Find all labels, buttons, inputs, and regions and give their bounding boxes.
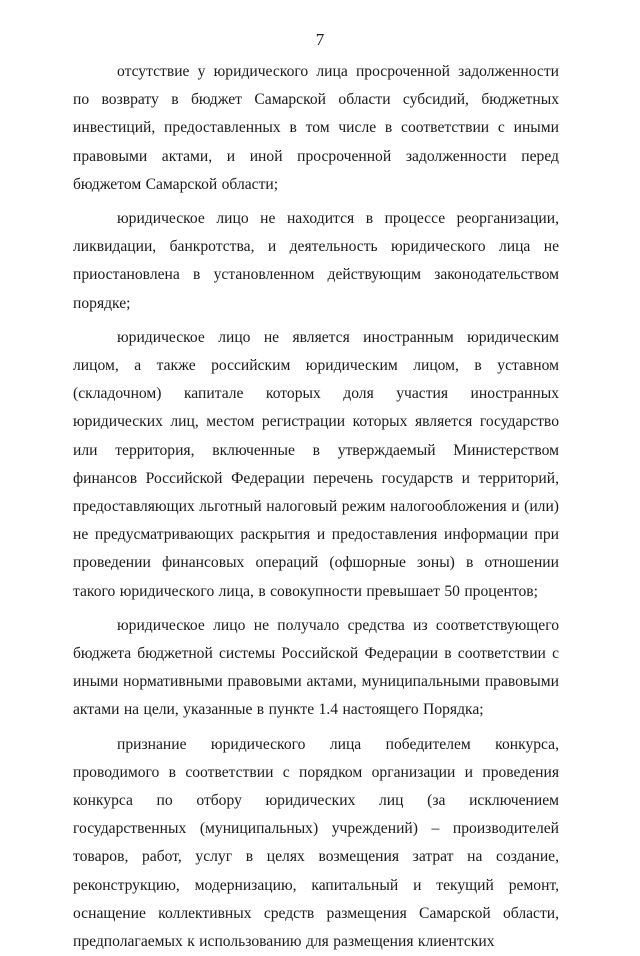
paragraph-overdue-debt: отсутствие у юридического лица просроченной задолженности по возврату в бюджет Самарской области субсидий, бюджетных инвестиций, предоставленных в том числе в соответствии с иными правовыми актами, и иной просроченной задолженности перед бюджетом Самарской области; bbox=[73, 63, 559, 193]
paragraph-competition-winner: признание юридического лица победителем конкурса, проводимого в соответствии с порядком организации и проведения конкурса по отбору юридических лиц (за исключением государственных (муниципальных) учреждений) – производителей товаров, работ, услуг в целях возмещения затрат на создание, реконструкцию, модернизацию, капитальный и текущий ремонт, оснащение коллективных средств размещения Самарской области, предполагаемых к использованию для размещения клиентских bbox=[73, 735, 559, 951]
page-number: 7 bbox=[315, 30, 325, 49]
paragraph-no-other-funds: юридическое лицо не получало средства из соответствующего бюджета бюджетной системы Российской Федерации в соответствии с иными нормативными правовыми актами, муниципальными правовыми актами на цели, указанные в пункте 1.4 настоящего Порядка; bbox=[73, 616, 559, 719]
paragraph-foreign-entity: юридическое лицо не является иностранным юридическим лицом, а также российским юридическим лицом, в уставном (складочном) капитале которых доля участия иностранных юридических лиц, местом регистрации которых является государство или территория, включенные в утверждаемый Министерством финансов Российской Федерации перечень государств и территорий, предоставляющих льготный налоговый режим налогообложения и (или) не предусматривающих раскрытия и предоставления информации при проведении финансовых операций (офшорные зоны) в отношении такого юридического лица, в совокупности превышает 50 процентов; bbox=[73, 328, 559, 600]
paragraph-reorganization: юридическое лицо не находится в процессе реорганизации, ликвидации, банкротства, и деятельность юридического лица не приостановлена в установленном действующим законодательством порядке; bbox=[73, 210, 559, 312]
document-body bbox=[73, 58, 559, 956]
